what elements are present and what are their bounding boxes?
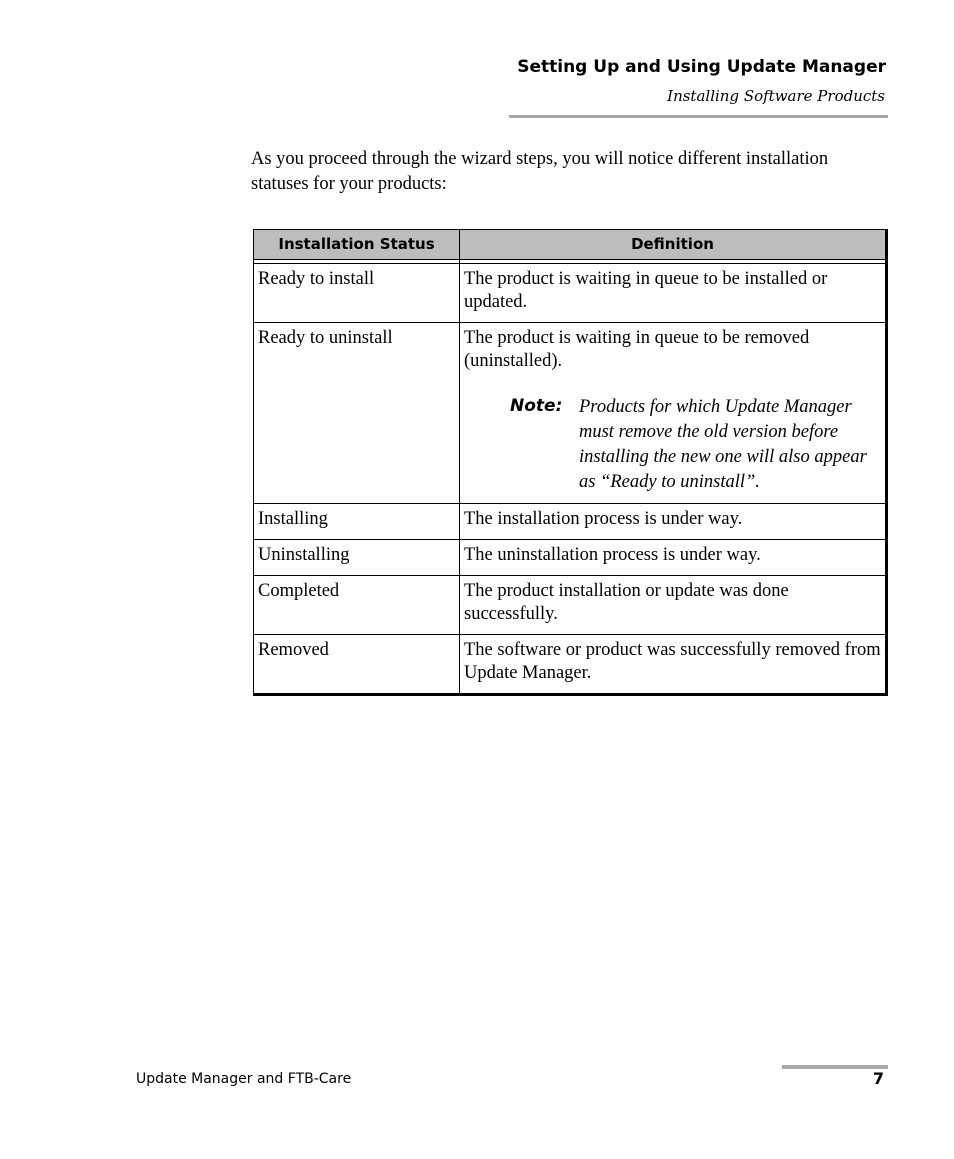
definition-cell: The uninstallation process is under way.: [460, 540, 887, 576]
status-cell: Ready to install: [254, 264, 460, 323]
intro-paragraph: As you proceed through the wizard steps, you will notice different installation statuses for your products:: [251, 149, 829, 194]
definition-cell: The product installation or update was done successfully.: [460, 576, 887, 635]
section-subtitle: Installing Software Products: [667, 87, 885, 105]
table-header-row: [254, 230, 887, 260]
definition-cell: The product is waiting in queue to be installed or updated.: [460, 264, 887, 323]
table-row: [254, 576, 887, 635]
status-cell: Ready to uninstall: [254, 323, 460, 504]
table-row: [254, 540, 887, 576]
table-row: [254, 264, 887, 323]
column-header-definition: Definition: [460, 230, 887, 260]
definition-cell: The installation process is under way.: [460, 504, 887, 540]
table-row: [254, 504, 887, 540]
definition-cell: [460, 323, 887, 504]
table-row: [254, 323, 887, 504]
definition-text: The product is waiting in queue to be removed (uninstalled).: [464, 328, 810, 371]
footer-document-title: Update Manager and FTB-Care: [136, 1071, 352, 1087]
header-rule: [509, 115, 888, 118]
note-label: Note:: [510, 396, 563, 416]
page-number: 7: [872, 1069, 884, 1088]
note-text: Products for which Update Manager must remove the old version before installing the new one will also appear as “Ready to uninstall”.: [579, 397, 867, 492]
table-row: [254, 635, 887, 695]
status-table: [253, 229, 888, 696]
status-cell: Uninstalling: [254, 540, 460, 576]
status-cell: Installing: [254, 504, 460, 540]
note-block: [464, 395, 881, 495]
status-cell: Removed: [254, 635, 460, 695]
status-cell: Completed: [254, 576, 460, 635]
chapter-title: Setting Up and Using Update Manager: [517, 57, 886, 77]
column-header-status: Installation Status: [254, 230, 460, 260]
definition-cell: The software or product was successfully removed from Update Manager.: [460, 635, 887, 695]
